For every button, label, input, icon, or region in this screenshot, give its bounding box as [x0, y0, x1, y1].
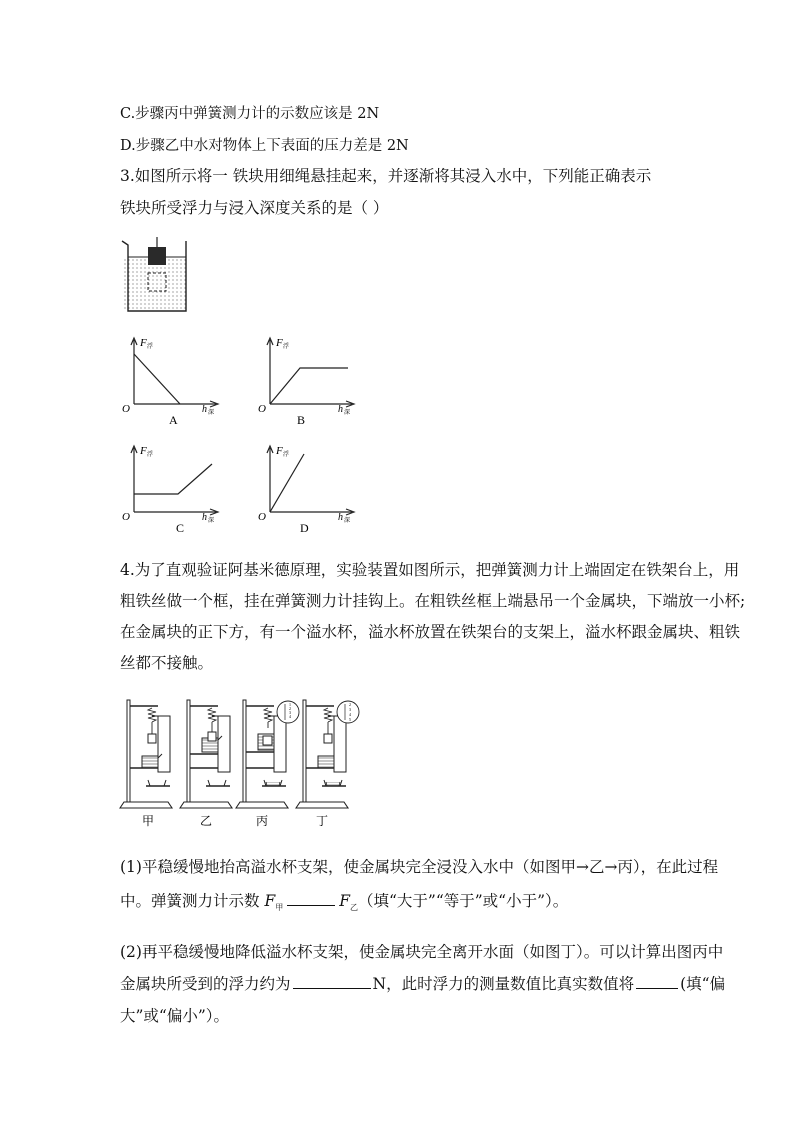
- apparatus-figure: [118, 694, 363, 830]
- scale-tick: 2: [349, 702, 351, 707]
- origin-label: O: [122, 511, 130, 523]
- x-axis-sub: 深: [344, 410, 351, 416]
- origin-label: O: [258, 511, 266, 523]
- label-bing: 丙: [256, 814, 269, 828]
- option-label: D: [300, 521, 309, 535]
- label-ding: 丁: [316, 814, 329, 828]
- label-jia: 甲: [142, 814, 155, 828]
- part-2-suffix: (填“偏: [680, 975, 726, 993]
- y-axis-sub: 浮: [283, 344, 290, 350]
- x-axis-sub: 深: [208, 410, 215, 416]
- part-2-prefix: 金属块所受到的浮力约为: [120, 975, 291, 993]
- question-4-line-3: 在金属块的正下方，有一个溢水杯，溢水杯放置在铁架台的支架上，溢水杯跟金属块、粗铁: [120, 623, 741, 641]
- x-axis-label: h: [338, 404, 343, 415]
- scale-tick: 4: [349, 712, 351, 717]
- graph-b: [256, 332, 376, 427]
- blank-2[interactable]: [293, 974, 371, 989]
- x-axis-label: h: [202, 404, 207, 415]
- y-axis-sub: 浮: [147, 452, 154, 458]
- f-jia-symbol: F: [264, 892, 276, 910]
- x-axis-sub: 深: [208, 518, 215, 524]
- part-2-line-1: (2)再平稳缓慢地降低溢水杯支架，使金属块完全离开水面（如图丁）。可以计算出图丙中: [120, 943, 724, 961]
- scale-tick: 3: [349, 707, 351, 712]
- scale-tick: 3: [289, 710, 291, 715]
- graph-c: [120, 440, 240, 535]
- part-2-line-3: 大”或“偏小”）。: [120, 1007, 230, 1025]
- question-4-line-1: 4.为了直观验证阿基米德原理，实验装置如图所示，把弹簧测力计上端固定在铁架台上，用: [120, 561, 740, 579]
- part-1-line-2: [120, 889, 568, 913]
- y-axis-label: F: [140, 337, 147, 349]
- origin-label: O: [122, 403, 130, 415]
- scale-tick: 5: [349, 717, 351, 722]
- scale-tick: 2: [289, 706, 291, 711]
- scale-tick: 4: [289, 714, 291, 719]
- question-3-line-2: 铁块所受浮力与浸入深度关系的是（ ）: [120, 199, 389, 217]
- graph-a: [120, 332, 240, 427]
- y-axis-label: F: [140, 445, 147, 457]
- question-3-line-1: 3.如图所示将一 铁块用细绳悬挂起来，并逐渐将其浸入水中，下列能正确表示: [120, 167, 652, 185]
- option-c: C.步骤丙中弹簧测力计的示数应该是 2N: [120, 106, 380, 122]
- blank-1[interactable]: [287, 891, 335, 906]
- f-jia-sub: 甲: [275, 903, 284, 913]
- part-2-line-2: [120, 972, 725, 994]
- part-2-middle: N，此时浮力的测量数值比真实数值将: [372, 975, 635, 993]
- part-1-suffix: （填“大于”“等于”或“小于”）。: [357, 892, 569, 910]
- blank-3[interactable]: [636, 974, 678, 989]
- x-axis-label: h: [338, 512, 343, 523]
- x-axis-sub: 深: [344, 518, 351, 524]
- y-axis-sub: 浮: [147, 344, 154, 350]
- label-yi: 乙: [200, 814, 213, 828]
- y-axis-label: F: [276, 337, 283, 349]
- y-axis-label: F: [276, 445, 283, 457]
- f-yi-symbol: F: [339, 892, 350, 910]
- part-1-line-1: (1)平稳缓慢地抬高溢水杯支架，使金属块完全浸没入水中（如图甲→乙→丙），在此过程: [120, 858, 719, 876]
- f-yi-sub: 乙: [349, 903, 358, 913]
- option-label: B: [297, 413, 306, 427]
- part-1-prefix: 中。弹簧测力计示数: [120, 892, 265, 910]
- graph-d: [256, 440, 376, 535]
- question-4-line-2: 粗铁丝做一个框，挂在弹簧测力计挂钩上。在粗铁丝框上端悬吊一个金属块，下端放一小杯;: [120, 592, 746, 610]
- scale-tick: 1: [289, 702, 291, 707]
- origin-label: O: [258, 403, 266, 415]
- question-4-line-4: 丝都不接触。: [120, 654, 214, 672]
- option-label: A: [169, 413, 178, 427]
- option-label: C: [176, 521, 185, 535]
- x-axis-label: h: [202, 512, 207, 523]
- beaker-figure: [120, 235, 200, 315]
- option-d: D.步骤乙中水对物体上下表面的压力差是 2N: [120, 138, 409, 154]
- y-axis-sub: 浮: [283, 452, 290, 458]
